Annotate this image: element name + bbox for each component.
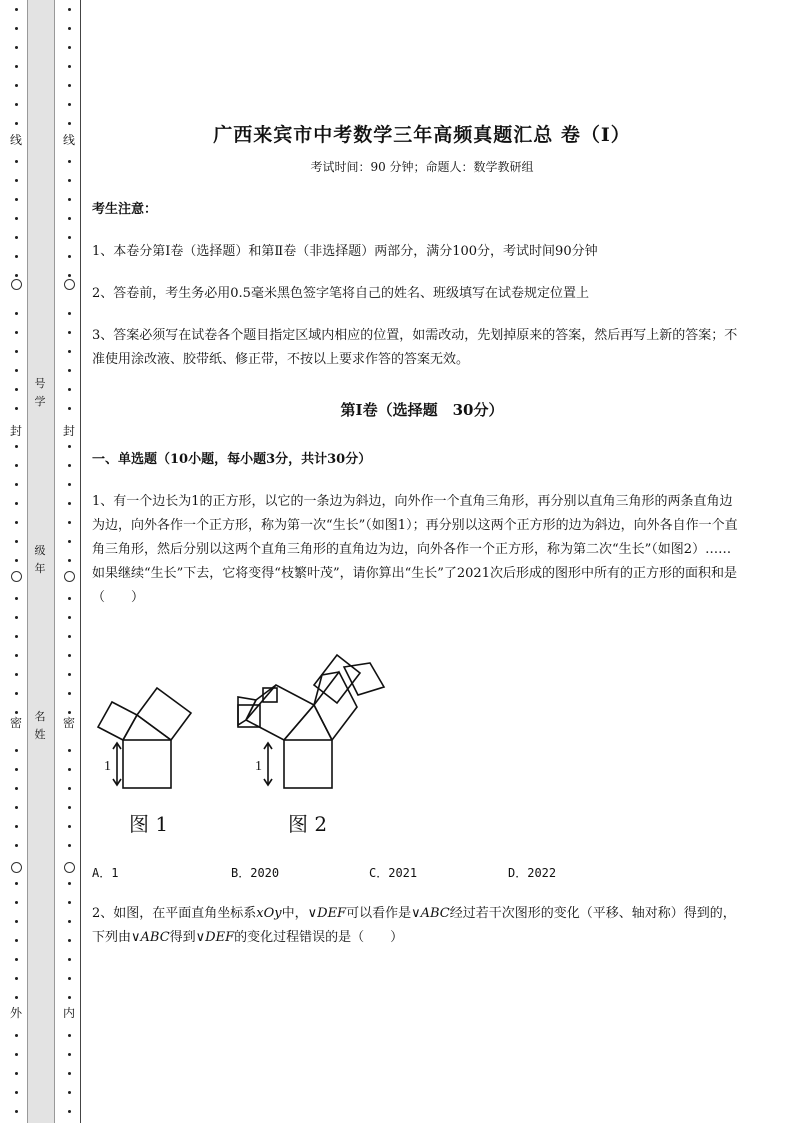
margin-dot: [15, 768, 18, 771]
strip-label-char: 名: [34, 710, 46, 723]
margin-dot: [15, 977, 18, 980]
margin-dot: [15, 255, 18, 258]
margin-dot: [15, 1091, 18, 1094]
margin-dot: [68, 274, 71, 277]
margin-dot: [15, 1053, 18, 1056]
margin-dot: [15, 464, 18, 467]
margin-dot: [15, 483, 18, 486]
margin-dot: [68, 901, 71, 904]
margin-dot: [15, 920, 18, 923]
margin-dot: [68, 160, 71, 163]
margin-dot: [68, 654, 71, 657]
figure-2-caption: 图 2: [288, 812, 328, 836]
figure-1-caption: 图 1: [129, 812, 169, 836]
margin-dot: [15, 901, 18, 904]
margin-dot: [68, 312, 71, 315]
margin-dot: [15, 27, 18, 30]
margin-dot: [15, 388, 18, 391]
strip-label-char: 年: [34, 562, 46, 575]
margin-dot: [68, 616, 71, 619]
margin-dot: [68, 331, 71, 334]
margin-dot: [68, 1034, 71, 1037]
margin-dot: [68, 46, 71, 49]
margin-dot: [68, 540, 71, 543]
figure-1-drawing: [98, 688, 191, 788]
margin-dot: [68, 1091, 71, 1094]
margin-dot: [15, 502, 18, 505]
margin-dot: [15, 692, 18, 695]
margin-dot: [15, 635, 18, 638]
margin-dot: [15, 236, 18, 239]
margin-dot: [15, 46, 18, 49]
margin-dot: [68, 217, 71, 220]
section-title: 第Ⅰ卷（选择题 30分）: [340, 401, 504, 419]
margin-dot: [15, 274, 18, 277]
margin-dot: [68, 179, 71, 182]
margin-dot: [15, 540, 18, 543]
left-mark-seal: 封: [9, 424, 22, 438]
margin-dot: [15, 331, 18, 334]
margin-dot: [15, 559, 18, 562]
margin-dot: [68, 8, 71, 11]
right-mark-seal: 封: [62, 424, 75, 438]
notice-item-2: 2、答卷前，考生务必用0.5毫米黑色签字笔将自己的姓名、班级填写在试卷规定位置上: [92, 286, 589, 301]
margin-dot: [15, 179, 18, 182]
margin-dot: [68, 1053, 71, 1056]
exam-info: 考试时间：90 分钟；命题人：数学教研组: [310, 160, 534, 174]
margin-dot: [15, 65, 18, 68]
margin-dot: [68, 369, 71, 372]
margin-dot: [68, 882, 71, 885]
margin-dot: [68, 255, 71, 258]
margin-dot: [68, 122, 71, 125]
margin-dot: [15, 369, 18, 372]
margin-dot: [68, 996, 71, 999]
margin-dot: [15, 958, 18, 961]
left-circle-1: [11, 279, 22, 290]
margin-dot: [15, 1110, 18, 1113]
strip-label-char: 学: [34, 395, 46, 408]
margin-dot: [68, 635, 71, 638]
margin-dot: [68, 787, 71, 790]
right-circle-3: [64, 862, 75, 873]
name-label: [27, 710, 53, 746]
margin-dot: [68, 768, 71, 771]
margin-dot: [68, 464, 71, 467]
left-circle-3: [11, 862, 22, 873]
margin-dot: [68, 350, 71, 353]
margin-dot: [15, 350, 18, 353]
margin-dot: [68, 711, 71, 714]
margin-dot: [15, 654, 18, 657]
margin-dot: [68, 445, 71, 448]
right-mark-inner: 内: [62, 1006, 75, 1020]
margin-dot: [15, 996, 18, 999]
margin-dot: [68, 559, 71, 562]
margin-dot: [15, 616, 18, 619]
grade-label: [27, 544, 53, 580]
left-mark-outer: 外: [9, 1006, 22, 1020]
exam-number-label: [27, 377, 53, 413]
margin-dot: [15, 122, 18, 125]
margin-dot: [68, 749, 71, 752]
margin-dot: [15, 198, 18, 201]
option-b[interactable]: B．2020: [231, 866, 280, 880]
margin-dot: [68, 673, 71, 676]
margin-dot: [15, 1034, 18, 1037]
margin-dot: [15, 787, 18, 790]
margin-dot: [15, 84, 18, 87]
margin-dot: [15, 217, 18, 220]
figure-2-side-label: 1: [255, 759, 262, 774]
margin-dot: [68, 521, 71, 524]
left-mark-line: 线: [9, 133, 22, 147]
option-d[interactable]: D．2022: [508, 866, 557, 880]
page-title: 广西来宾市中考数学三年高频真题汇总 卷（Ⅰ）: [213, 124, 631, 146]
margin-dot: [15, 8, 18, 11]
margin-dot: [68, 1072, 71, 1075]
margin-dot: [15, 673, 18, 676]
margin-dot: [15, 806, 18, 809]
figure-1-side-label: 1: [104, 759, 111, 774]
option-a[interactable]: A．1: [92, 866, 119, 880]
strip-label-char: 级: [34, 544, 46, 557]
margin-dot: [15, 160, 18, 163]
margin-rule: [80, 0, 81, 1123]
notice-item-3: 3、答案必须写在试卷各个题目指定区域内相应的位置，如需改动，先划掉原来的答案，然后再写上新的答案；不准使用涂改液、胶带纸、修正带，不按以上要求作答的答案无效。: [92, 328, 738, 367]
margin-dot: [68, 84, 71, 87]
margin-dot: [68, 692, 71, 695]
margin-dot: [15, 1072, 18, 1075]
notice-item-1: 1、本卷分第Ⅰ卷（选择题）和第Ⅱ卷（非选择题）两部分，满分100分，考试时间90分钟: [92, 244, 598, 259]
margin-dot: [68, 806, 71, 809]
margin-dot: [68, 939, 71, 942]
part-heading: 一、单选题（10小题，每小题3分，共计30分）: [92, 452, 372, 467]
option-c[interactable]: C．2021: [369, 866, 418, 880]
margin-dot: [68, 236, 71, 239]
margin-dot: [15, 103, 18, 106]
left-circle-2: [11, 571, 22, 582]
strip-label-char: 姓: [34, 728, 46, 741]
left-mark-secret: 密: [9, 716, 22, 730]
notice-heading: 考生注意：: [92, 202, 158, 217]
margin-dot: [15, 844, 18, 847]
margin-dot: [68, 407, 71, 410]
margin-dot: [68, 1110, 71, 1113]
margin-dot: [68, 597, 71, 600]
margin-dot: [15, 749, 18, 752]
margin-dot: [68, 103, 71, 106]
strip-label-char: 号: [34, 377, 46, 390]
question-2: 2、如图，在平面直角坐标系xOy中，∨DEF可以看作是∨ABC经过若干次图形的变化（平移、轴对称）得到的，下列由∨ABC得到∨DEF的变化过程错误的是（ ）: [92, 906, 736, 945]
right-mark-line: 线: [62, 133, 75, 147]
margin-dot: [15, 407, 18, 410]
right-circle-2: [64, 571, 75, 582]
right-mark-secret: 密: [62, 716, 75, 730]
margin-dot: [68, 65, 71, 68]
margin-dot: [68, 502, 71, 505]
right-circle-1: [64, 279, 75, 290]
margin-dot: [68, 825, 71, 828]
margin-dot: [68, 27, 71, 30]
margin-dot: [68, 483, 71, 486]
margin-dot: [68, 388, 71, 391]
question-1: 1、有一个边长为1的正方形，以它的一条边为斜边，向外作一个直角三角形，再分别以直角三角形的两条直角边为边，向外各作一个正方形，称为第一次“生长”（如图1）；再分别以这两个正方形的边为斜边，向外各自作一个直角三角形，然后分别以这两个直角三角形的直角边为边，向外各作一个正方形，称为第二次“生长”（如图2）……如果继续“生长”下去，它将变得“枝繁叶茂”，请你算出“生长”了2021次后形成的图形中所有的正方形的面积和是（ ）: [92, 494, 738, 605]
margin-dot: [15, 711, 18, 714]
margin-dot: [15, 312, 18, 315]
question-1-figure: [92, 645, 412, 795]
margin-dot: [15, 521, 18, 524]
margin-dot: [68, 958, 71, 961]
margin-dot: [68, 198, 71, 201]
margin-dot: [15, 597, 18, 600]
margin-dot: [15, 445, 18, 448]
margin-dot: [15, 882, 18, 885]
margin-dot: [15, 939, 18, 942]
margin-dot: [68, 977, 71, 980]
margin-dot: [68, 844, 71, 847]
margin-dot: [68, 920, 71, 923]
margin-dot: [15, 825, 18, 828]
